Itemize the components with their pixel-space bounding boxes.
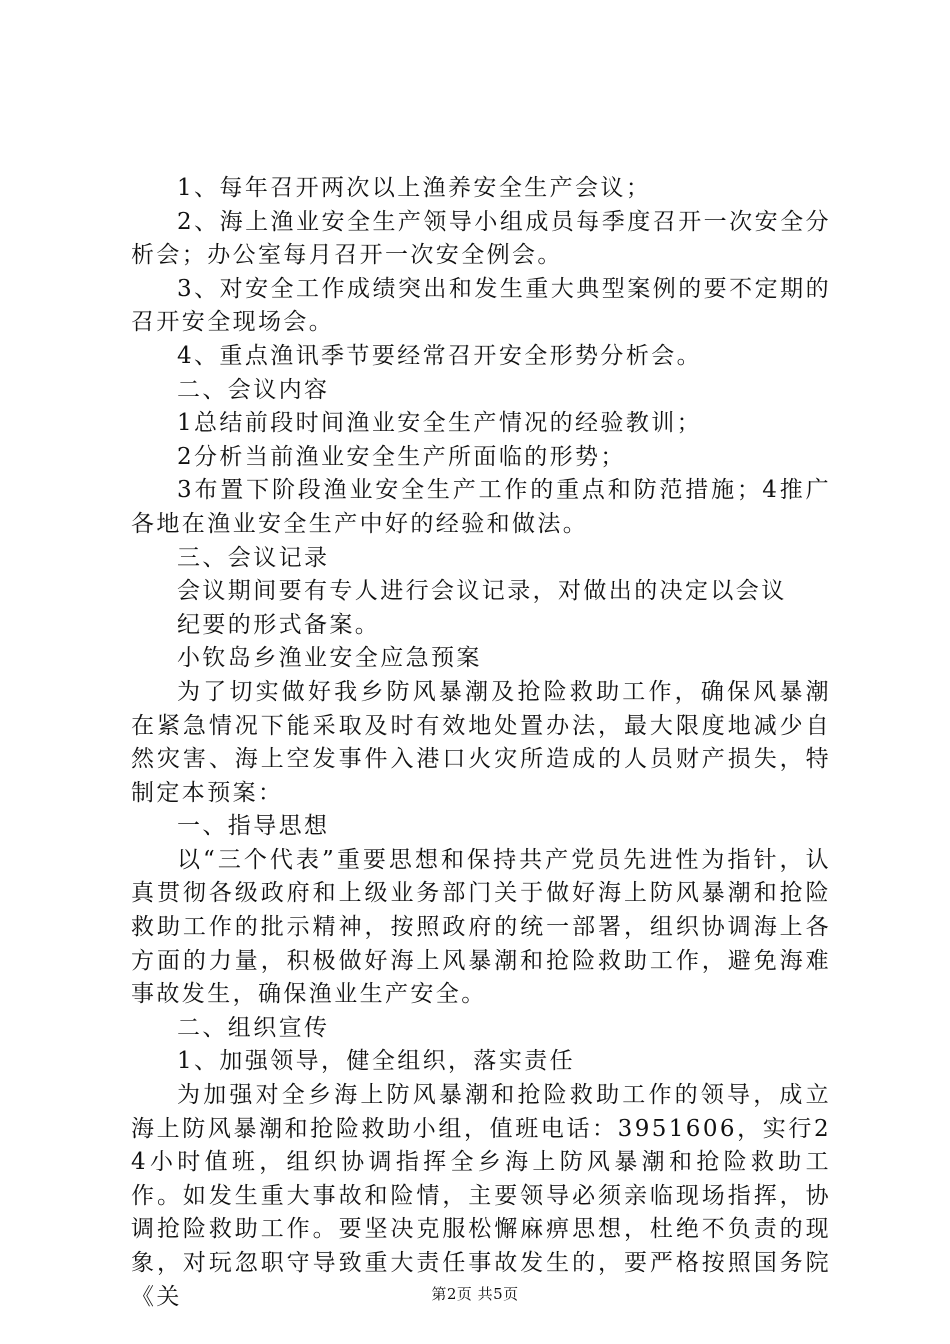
paragraph-5: 1总结前段时间渔业安全生产情况的经验教训； — [177, 410, 703, 437]
document-body — [131, 172, 831, 1314]
paragraph-9: 纪要的形式备案。 — [177, 611, 381, 638]
paragraph-7: 3布置下阶段渔业安全生产工作的重点和防范措施；4推广各地在渔业安全生产中好的经验和做法。 — [131, 477, 831, 537]
section-heading-meeting-records: 三、会议记录 — [177, 544, 330, 571]
section-heading-guiding-ideology: 一、指导思想 — [177, 813, 330, 840]
paragraph-10: 为了切实做好我乡防风暴潮及抢险救助工作，确保风暴潮在紧急情况下能采取及时有效地处置办法，最大限度地减少自然灾害、海上空发事件入港口火灾所造成的人员财产损失，特制定本预案： — [131, 678, 831, 806]
section-heading-meeting-content: 二、会议内容 — [177, 376, 330, 403]
subheading-leadership: 1、加强领导，健全组织，落实责任 — [177, 1048, 576, 1075]
page-number-footer: 第2页 共5页 — [431, 1285, 519, 1303]
paragraph-2: 2、海上渔业安全生产领导小组成员每季度召开一次安全分析会；办公室每月召开一次安全例会。 — [131, 208, 831, 269]
paragraph-11: 以“三个代表”重要思想和保持共产党员先进性为指针，认真贯彻各级政府和上级业务部门关于做好海上防风暴潮和抢险救助工作的批示精神，按照政府的统一部署，组织协调海上各方面的力量，积极做好海上风暴潮和抢险救助工作，避免海难事故发生，确保渔业生产安全。 — [131, 846, 831, 1008]
paragraph-8: 会议期间要有专人进行会议记录，对做出的决定以会议 — [177, 578, 787, 605]
section-heading-organization: 二、组织宣传 — [177, 1014, 330, 1041]
paragraph-12: 为加强对全乡海上防风暴潮和抢险救助工作的领导，成立海上防风暴潮和抢险救助小组，值班电话：3951606，实行24小时值班，组织协调指挥全乡海上防风暴潮和抢险救助工作。如发生重大事故和险情，主要领导必须亲临现场指挥，协调抢险救助工作。要坚决克服松懈麻痹思想，杜绝不负责的现象，对玩忽职守导致重大责任事故发生的，要严格按照国务院《关 — [131, 1082, 831, 1310]
paragraph-1: 1、每年召开两次以上渔养安全生产会议； — [177, 175, 652, 201]
paragraph-4: 4、重点渔讯季节要经常召开安全形势分析会。 — [177, 342, 703, 369]
paragraph-3: 3、对安全工作成绩突出和发生重大典型案例的要不定期的召开安全现场会。 — [131, 275, 831, 336]
plan-title: 小钦岛乡渔业安全应急预案 — [177, 645, 482, 672]
paragraph-6: 2分析当前渔业安全生产所面临的形势； — [177, 443, 626, 470]
